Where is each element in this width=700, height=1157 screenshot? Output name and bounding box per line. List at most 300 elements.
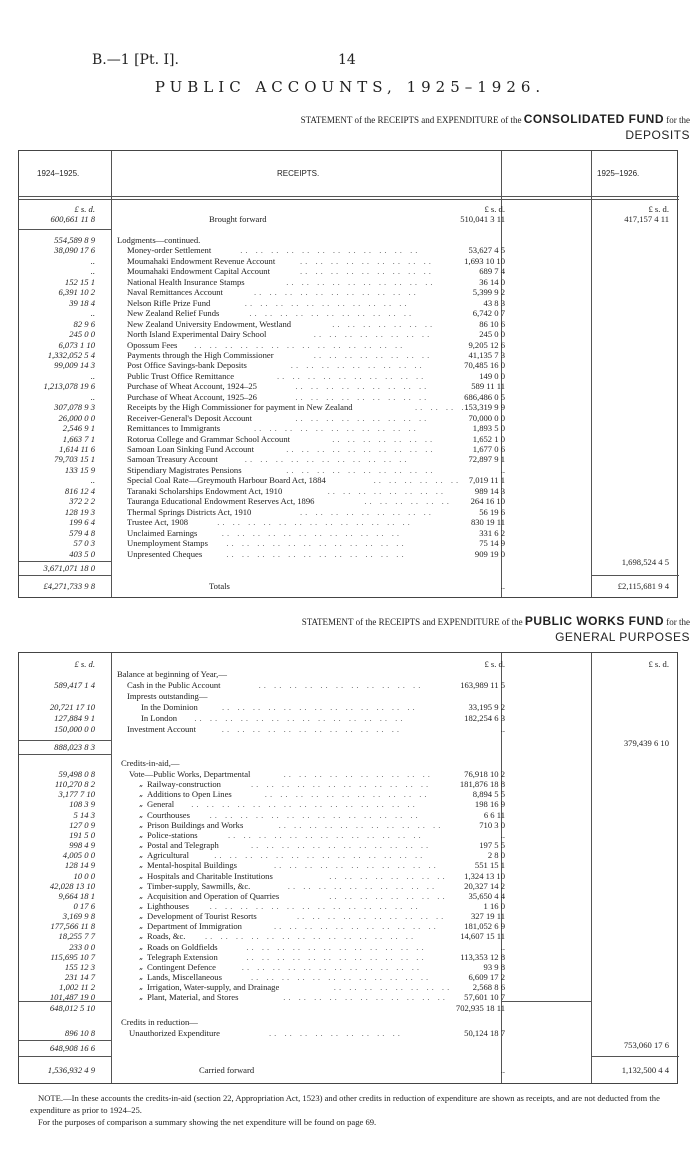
leader-dots: .. .. .. .. .. .. .. .. .. .. .. bbox=[278, 819, 444, 830]
prev-amount: 2,546 9 1 bbox=[62, 423, 95, 434]
current-amount: 72,897 9 1 bbox=[468, 454, 505, 465]
leader-dots: .. .. .. .. .. .. .. .. .. .. bbox=[287, 880, 438, 891]
table-row bbox=[19, 475, 679, 486]
prev-subtotal: 888,023 8 3 bbox=[54, 742, 95, 752]
leader-dots: .. .. .. .. .. .. .. .. .. .. bbox=[286, 276, 436, 287]
prev-amount: 127,884 9 1 bbox=[54, 713, 95, 723]
page-title: PUBLIC ACCOUNTS, 1925–1926. bbox=[154, 78, 546, 96]
prev-amount: .. bbox=[90, 308, 95, 319]
table-row bbox=[19, 982, 679, 993]
table-row bbox=[19, 256, 679, 267]
leader-dots: .. .. .. .. .. .. .. .. .. bbox=[269, 1028, 403, 1038]
leader-dots: .. .. .. .. .. .. .. bbox=[332, 433, 436, 444]
leader-dots: .. .. .. .. .. .. .. .. .. .. .. .. .. .. bbox=[194, 339, 406, 350]
subtitle-for: for the bbox=[666, 617, 690, 627]
current-amount: 264 16 10 bbox=[470, 496, 505, 507]
leader-dots: .. .. .. .. .. .. .. .. .. bbox=[295, 391, 430, 402]
prev-amount: 110,270 8 2 bbox=[54, 779, 95, 790]
current-amount: 689 7 4 bbox=[479, 266, 505, 277]
current-amount: .. bbox=[500, 464, 505, 475]
leader-dots: .. .. .. .. .. .. .. .. .. .. .. bbox=[274, 860, 439, 871]
row-description: Purchase of Wheat Account, 1925–26 bbox=[127, 391, 257, 402]
table-row bbox=[19, 942, 679, 953]
consolidated-subtitle bbox=[140, 112, 690, 142]
current-amount: 50,124 18 7 bbox=[464, 1028, 505, 1038]
current-amount: 57,601 10 7 bbox=[464, 992, 505, 1003]
currency-row bbox=[19, 204, 679, 215]
table-row bbox=[19, 850, 679, 861]
current-amount: 551 15 1 bbox=[474, 860, 505, 871]
leader-dots: .. .. .. .. .. .. .. .. .. bbox=[300, 266, 434, 277]
col-header-curr-year: 1925–1926. bbox=[597, 169, 640, 178]
row-description: Prison Buildings and Works bbox=[147, 819, 244, 830]
row-description: Unemployment Stamps bbox=[127, 538, 208, 549]
prev-amount: 307,078 9 3 bbox=[54, 402, 95, 413]
prev-amount: 79,703 15 1 bbox=[54, 454, 95, 465]
currency-label: £ s. d. bbox=[648, 204, 669, 214]
prev-amount: 998 4 9 bbox=[69, 840, 95, 851]
row-description: Lighthouses bbox=[147, 900, 190, 911]
prev-subtotal: 648,012 5 10 bbox=[49, 1003, 95, 1013]
prev-amount: 57 0 3 bbox=[73, 538, 95, 549]
ditto-mark: „ bbox=[139, 961, 144, 971]
current-amount: 1,693 10 10 bbox=[464, 255, 505, 266]
row-description: Investment Account bbox=[127, 724, 196, 734]
row-description: Stipendiary Magistrates Pensions bbox=[127, 464, 242, 475]
current-amount: 830 19 11 bbox=[470, 517, 505, 528]
table-row bbox=[19, 702, 679, 713]
prev-amount: 152 15 1 bbox=[64, 276, 95, 287]
row-description: Courthouses bbox=[147, 809, 190, 820]
table-row bbox=[19, 669, 679, 680]
table-row bbox=[19, 496, 679, 507]
prev-amount: 6,073 1 10 bbox=[58, 339, 95, 350]
prev-amount: .. bbox=[90, 266, 95, 277]
prev-amount: 1,663 7 1 bbox=[62, 433, 95, 444]
ditto-mark: „ bbox=[139, 941, 144, 951]
prev-subtotal: 648,908 16 6 bbox=[49, 1043, 95, 1053]
row-description: Receipts by the High Commissioner for payment in New Zealand bbox=[127, 402, 353, 413]
row-description: Agricultural bbox=[147, 850, 189, 861]
table-row bbox=[19, 340, 679, 351]
ditto-mark: „ bbox=[139, 900, 144, 910]
ditto-mark: „ bbox=[139, 931, 144, 941]
current-amount: 8,894 5 5 bbox=[472, 789, 505, 800]
current-amount: 2 8 0 bbox=[487, 850, 505, 861]
current-amount: 198 16 9 bbox=[474, 799, 505, 810]
row-description: Roads, &c. bbox=[147, 931, 186, 942]
ditto-mark: „ bbox=[139, 799, 144, 809]
row-description: Development of Tourist Resorts bbox=[147, 911, 257, 922]
row-description: Telegraph Extension bbox=[147, 951, 218, 962]
col-header-receipts: RECEIPTS. bbox=[277, 169, 320, 178]
current-amount: 163,989 11 5 bbox=[460, 680, 505, 690]
prev-amount: 177,566 11 8 bbox=[50, 921, 95, 932]
public-works-subtitle bbox=[140, 614, 690, 644]
prev-amount: 0 17 6 bbox=[73, 900, 95, 911]
total-amount: 379,439 6 10 bbox=[623, 738, 669, 748]
subtitle-text: STATEMENT of the RECEIPTS and EXPENDITURE of the bbox=[301, 617, 523, 627]
ditto-mark: „ bbox=[139, 850, 144, 860]
table-row bbox=[19, 680, 679, 691]
leader-dots: .. .. .. .. .. .. .. .. .. .. .. .. .. .. bbox=[194, 713, 406, 723]
leader-dots: .. .. .. .. .. .. .. .. .. .. .. bbox=[254, 423, 419, 434]
prev-amount: 1,213,078 19 6 bbox=[43, 381, 95, 392]
table-row bbox=[19, 691, 679, 702]
section-heading: Credits in reduction— bbox=[121, 1017, 198, 1027]
leader-dots: .. .. .. .. .. .. bbox=[364, 496, 452, 507]
credits-heading-row bbox=[19, 758, 679, 769]
ditto-mark: „ bbox=[139, 789, 144, 799]
prev-amount: 231 14 7 bbox=[64, 972, 95, 982]
currency-label: £ s. d. bbox=[74, 204, 95, 214]
row-description: Samoan Treasury Account bbox=[127, 454, 218, 465]
prev-amount: 554,589 8 9 bbox=[54, 235, 95, 245]
brought-forward-row bbox=[19, 214, 679, 225]
row-label: Carried forward bbox=[199, 1065, 255, 1075]
table-row bbox=[19, 287, 679, 298]
prev-amount: 101,487 19 0 bbox=[49, 992, 95, 1003]
row-description: New Zealand Relief Funds bbox=[127, 308, 220, 319]
current-amount: .. bbox=[500, 724, 505, 734]
current-amount: 41,135 7 3 bbox=[468, 349, 505, 360]
current-amount: .. bbox=[500, 941, 505, 952]
current-amount: 181,052 6 9 bbox=[464, 921, 505, 932]
prev-amount: .. bbox=[90, 255, 95, 266]
note-text: NOTE.—In these accounts the credits-in-aid (section 22, Appropriation Act, 1523) and other credits in reduction of expenditure are shown as receipts, and are not deducted from the expenditure as prior to 1924–25. bbox=[30, 1093, 660, 1115]
table-row bbox=[19, 952, 679, 963]
current-amount: 35,650 4 4 bbox=[468, 890, 505, 901]
row-description: Public Trust Office Remittance bbox=[127, 370, 235, 381]
leader-dots: .. .. .. .. .. .. .. .. .. .. .. bbox=[244, 454, 410, 465]
current-amount: 9,205 12 6 bbox=[468, 339, 505, 350]
table-row bbox=[19, 931, 679, 942]
leader-dots: .. .. .. .. .. .. .. .. .. .. bbox=[283, 769, 433, 779]
leader-dots: .. .. .. .. .. .. .. .. .. .. .. .. .. bbox=[228, 829, 424, 840]
row-description: Railway-construction bbox=[147, 779, 221, 790]
ditto-mark: „ bbox=[139, 921, 144, 931]
leader-dots: .. .. .. .. .. .. .. .. .. .. .. bbox=[283, 992, 448, 1003]
table-row bbox=[19, 371, 679, 382]
table-row bbox=[19, 350, 679, 361]
current-amount: 33,195 9 2 bbox=[468, 702, 505, 712]
leader-dots: .. .. .. .. .. .. .. .. .. .. .. .. .. bbox=[222, 702, 418, 712]
total-amount: 1,132,500 4 4 bbox=[621, 1065, 669, 1075]
grand-total: £2,115,681 9 4 bbox=[617, 581, 669, 591]
row-description: Moumahaki Endowment Revenue Account bbox=[127, 255, 276, 266]
prev-amount: 10 0 0 bbox=[73, 870, 95, 881]
current-amount: 589 11 11 bbox=[471, 381, 505, 392]
current-total: .. bbox=[500, 581, 505, 591]
row-description: Plant, Material, and Stores bbox=[147, 992, 239, 1003]
ditto-mark: „ bbox=[139, 840, 144, 850]
table-row bbox=[19, 308, 679, 319]
note-text: For the purposes of comparison a summary showing the net expenditure will be found on page 69. bbox=[38, 1117, 377, 1127]
prev-amount: 99,009 14 3 bbox=[54, 360, 95, 371]
row-description: Hospitals and Charitable Institutions bbox=[147, 870, 273, 881]
current-amount: 909 19 0 bbox=[474, 548, 505, 559]
totals-label: Totals bbox=[209, 581, 230, 591]
current-amount: 14,607 15 11 bbox=[460, 931, 505, 942]
row-description: Cash in the Public Account bbox=[127, 680, 221, 690]
leader-dots: .. .. .. .. .. .. .. .. .. bbox=[295, 381, 430, 392]
ditto-mark: „ bbox=[139, 779, 144, 789]
leader-dots: .. .. .. .. .. .. .. .. .. .. .. .. .. bbox=[217, 517, 413, 528]
current-amount: 93 9 8 bbox=[483, 961, 505, 972]
currency-label: £ s. d. bbox=[484, 659, 505, 669]
table-row bbox=[19, 769, 679, 780]
current-amount: 245 0 0 bbox=[479, 329, 505, 340]
ditto-mark: „ bbox=[139, 972, 144, 981]
leader-dots: .. .. .. .. .. .. .. .. bbox=[313, 329, 433, 340]
row-description: Purchase of Wheat Account, 1924–25 bbox=[127, 381, 257, 392]
current-amount: 1,677 0 6 bbox=[472, 444, 505, 454]
prev-amount: 372 2 2 bbox=[69, 496, 95, 507]
current-amount: 331 6 2 bbox=[479, 527, 505, 538]
row-description: Contingent Defence bbox=[147, 961, 216, 972]
prev-amount: 3,169 9 8 bbox=[62, 911, 95, 922]
current-amount: 1 16 0 bbox=[483, 900, 505, 911]
row-description: Nelson Rifle Prize Fund bbox=[127, 297, 211, 308]
prev-amount: 128 14 9 bbox=[64, 860, 95, 871]
subtitle-for: for the bbox=[666, 115, 690, 125]
table-row bbox=[19, 517, 679, 528]
prev-amount: 133 15 9 bbox=[64, 464, 95, 475]
prev-amount: 1,002 11 2 bbox=[59, 982, 95, 993]
row-description: Balance at beginning of Year,— bbox=[117, 669, 227, 679]
leader-dots: .. .. .. .. .. .. .. .. .. .. .. .. .. .. .. bbox=[191, 799, 418, 810]
current-amount: 6,742 0 7 bbox=[472, 308, 505, 319]
table-row bbox=[19, 881, 679, 892]
current-amount: 149 0 0 bbox=[479, 370, 505, 381]
current-amount: 6 6 11 bbox=[483, 809, 505, 820]
leader-dots: .. .. .. .. .. .. .. .. .. .. .. bbox=[274, 921, 439, 932]
table-row bbox=[19, 901, 679, 912]
row-description: National Health Insurance Stamps bbox=[127, 276, 245, 287]
prev-amount: 589,417 1 4 bbox=[54, 680, 95, 690]
row-description: Naval Remittances Account bbox=[127, 287, 223, 298]
carried-forward-row bbox=[19, 1065, 679, 1076]
table-row bbox=[19, 298, 679, 309]
public-works-table bbox=[18, 652, 678, 1084]
current-amount: 43 8 3 bbox=[483, 297, 505, 308]
current-amount: 36 14 0 bbox=[479, 276, 505, 287]
prev-amount: 233 0 0 bbox=[69, 941, 95, 952]
row-description: Special Coal Rate—Greymouth Harbour Board Act, 1884 bbox=[127, 475, 326, 486]
ditto-mark: „ bbox=[139, 911, 144, 921]
ditto-mark: „ bbox=[139, 870, 144, 880]
subtotal-row bbox=[19, 563, 679, 574]
total-amount: 1,698,524 4 5 bbox=[621, 556, 669, 567]
row-description: Money-order Settlement bbox=[127, 245, 212, 256]
leader-dots: .. .. .. .. .. .. .. .. .. .. .. bbox=[258, 680, 424, 690]
currency-label: £ s. d. bbox=[648, 659, 669, 669]
leader-dots: .. .. .. .. .. .. bbox=[373, 475, 462, 486]
table-row bbox=[19, 921, 679, 932]
table-row bbox=[19, 423, 679, 434]
table-row bbox=[19, 235, 679, 246]
leader-dots: .. .. .. .. .. .. .. .. .. .. .. bbox=[244, 297, 410, 308]
table-row bbox=[19, 444, 679, 455]
ditto-mark: „ bbox=[139, 880, 144, 890]
leader-dots: .. .. .. .. .. .. .. .. .. bbox=[290, 360, 425, 371]
row-description: New Zealand University Endowment, Westland bbox=[127, 318, 292, 329]
row-description: Unclaimed Earnings bbox=[127, 527, 198, 538]
current-amount: 153,319 9 9 bbox=[464, 402, 505, 413]
leader-dots: .. .. .. .. .. .. .. .. bbox=[329, 870, 448, 881]
current-amount: 20,327 14 2 bbox=[464, 880, 505, 891]
leader-dots: .. .. .. .. .. .. .. .. .. .. .. .. bbox=[246, 951, 427, 962]
leader-dots: .. .. .. .. .. .. .. .. bbox=[327, 485, 447, 496]
table-row bbox=[19, 779, 679, 790]
subtitle-text: STATEMENT of the RECEIPTS and EXPENDITURE of the bbox=[300, 115, 522, 125]
report-reference: B.—1 [Pt. I]. bbox=[92, 52, 179, 68]
row-description: Mental-hospital Buildings bbox=[147, 860, 237, 871]
prev-amount: 38,090 17 6 bbox=[54, 245, 95, 256]
current-amount: 53,627 4 5 bbox=[468, 245, 505, 256]
col-header-prev-year: 1924–1925. bbox=[37, 169, 80, 178]
table-row bbox=[19, 538, 679, 549]
leader-dots: .. .. .. .. .. .. .. .. .. bbox=[300, 255, 434, 266]
leader-dots: .. .. .. .. .. .. .. .. .. .. .. bbox=[254, 287, 419, 298]
row-description: Police-stations bbox=[147, 829, 198, 840]
current-amount: 70,485 16 0 bbox=[464, 360, 505, 371]
current-amount: 989 14 3 bbox=[474, 485, 505, 496]
current-amount: 1,893 5 0 bbox=[472, 423, 505, 434]
row-description: Opossum Fees bbox=[127, 339, 178, 350]
row-description: Remittances to Immigrants bbox=[127, 423, 221, 434]
current-amount: 510,041 3 11 bbox=[460, 214, 505, 224]
row-description: Trustee Act, 1908 bbox=[127, 517, 189, 528]
credits-subtotal-row bbox=[19, 1003, 679, 1014]
prev-subtotal: 3,671,071 18 0 bbox=[43, 563, 95, 573]
page-number: 14 bbox=[338, 52, 356, 68]
prev-amount: 1,332,052 5 4 bbox=[47, 349, 95, 360]
prev-amount: 600,661 11 8 bbox=[50, 214, 95, 224]
row-description: Taranaki Scholarships Endowment Act, 1910 bbox=[127, 485, 283, 496]
leader-dots: .. .. .. .. .. .. .. .. .. .. .. .. .. .. bbox=[214, 850, 426, 861]
leader-dots: .. .. .. .. .. .. .. .. .. .. bbox=[286, 444, 436, 454]
reduction-subtotal-row bbox=[19, 1043, 679, 1054]
row-description: Receiver-General's Deposit Account bbox=[127, 412, 252, 423]
prev-amount: 39 18 4 bbox=[69, 297, 95, 308]
current-amount: 86 10 6 bbox=[479, 318, 505, 329]
table-row bbox=[19, 871, 679, 882]
table-row bbox=[19, 962, 679, 973]
total-amount: 753,060 17 6 bbox=[623, 1040, 669, 1050]
leader-dots: .. .. .. .. .. .. .. .. .. .. .. bbox=[249, 308, 415, 319]
current-amount: 2,568 8 6 bbox=[472, 982, 505, 993]
leader-dots: .. .. .. .. .. .. .. .. bbox=[313, 349, 433, 360]
currency-label: £ s. d. bbox=[484, 204, 505, 214]
section-heading: Credits-in-aid,— bbox=[121, 758, 180, 768]
table-row bbox=[19, 972, 679, 983]
ditto-mark: „ bbox=[139, 890, 144, 900]
prev-amount: 82 9 6 bbox=[73, 318, 95, 329]
account-name: DEPOSITS bbox=[625, 128, 690, 142]
table-row bbox=[19, 799, 679, 810]
current-amount: 710 3 0 bbox=[479, 819, 505, 830]
prev-amount: .. bbox=[90, 391, 95, 402]
leader-dots: .. .. .. .. .. .. .. .. .. bbox=[300, 506, 434, 517]
current-amount: 113,353 12 8 bbox=[460, 951, 505, 962]
row-description: Lands, Miscellaneous bbox=[147, 972, 222, 982]
table-row bbox=[19, 319, 679, 330]
table-row bbox=[19, 360, 679, 371]
row-description: Rotorua College and Grammar School Account bbox=[127, 433, 291, 444]
prev-amount: 18,255 7 7 bbox=[58, 931, 95, 942]
current-amount: 686,486 0 5 bbox=[464, 391, 505, 402]
prev-amount: 896 10 8 bbox=[64, 1028, 95, 1038]
current-amount: 1,652 1 0 bbox=[472, 433, 505, 444]
ditto-mark: „ bbox=[139, 860, 144, 870]
table-row bbox=[19, 830, 679, 841]
leader-dots: .. .. .. .. .. .. .. .. .. bbox=[295, 412, 430, 423]
prev-amount: 108 3 9 bbox=[69, 799, 95, 810]
ditto-mark: „ bbox=[139, 982, 144, 992]
row-description: Acquisition and Operation of Quarries bbox=[147, 890, 280, 901]
current-amount: 56 19 6 bbox=[479, 506, 505, 517]
leader-dots: .. .. .. .. .. .. .. .. bbox=[333, 982, 453, 993]
current-amount: 1,324 13 10 bbox=[464, 870, 505, 881]
balance-subtotal-row bbox=[19, 742, 679, 753]
table-row bbox=[19, 465, 679, 476]
row-description: Payments through the High Commissioner bbox=[127, 349, 274, 360]
row-description: North Island Experimental Dairy School bbox=[127, 329, 267, 340]
row-description: Thermal Springs Districts Act, 1910 bbox=[127, 506, 252, 517]
table-row bbox=[19, 413, 679, 424]
prev-amount: 26,000 0 0 bbox=[58, 412, 95, 423]
table-row bbox=[19, 789, 679, 800]
prev-amount: 115,695 10 7 bbox=[50, 951, 95, 962]
current-amount: 76,918 10 2 bbox=[464, 769, 505, 779]
table-row bbox=[19, 392, 679, 403]
row-description: Additions to Open Lines bbox=[147, 789, 232, 800]
totals-row bbox=[19, 581, 679, 592]
current-subtotal: 702,935 18 11 bbox=[455, 1003, 505, 1013]
leader-dots: .. .. .. .. .. .. .. .. .. .. .. .. bbox=[221, 724, 402, 734]
table-row bbox=[19, 277, 679, 288]
current-amount: .. bbox=[500, 1065, 505, 1075]
ditto-mark: „ bbox=[139, 951, 144, 961]
leader-dots: .. .. .. .. .. .. .. .. .. .. bbox=[277, 370, 427, 381]
currency-row bbox=[19, 659, 679, 670]
prev-amount: 5 14 3 bbox=[73, 809, 95, 820]
leader-dots: .. .. .. .. .. .. .. .. .. .. .. .. bbox=[246, 941, 427, 952]
table-row bbox=[19, 266, 679, 277]
table-row bbox=[19, 713, 679, 724]
account-name: GENERAL PURPOSES bbox=[555, 630, 690, 644]
currency-label: £ s. d. bbox=[74, 659, 95, 669]
table-row bbox=[19, 434, 679, 445]
prev-amount: 245 0 0 bbox=[69, 329, 95, 340]
leader-dots: .. .. .. .. .. .. .. .. .. .. .. .. bbox=[251, 840, 432, 851]
prev-amount: 816 12 4 bbox=[64, 485, 95, 496]
prev-amount: 199 6 4 bbox=[69, 517, 95, 528]
prev-amount: 20,721 17 10 bbox=[49, 702, 95, 712]
leader-dots: .. .. .. .. .. .. .. .. .. .. .. .. bbox=[241, 961, 422, 972]
table-row bbox=[19, 245, 679, 256]
prev-amount: 150,000 0 0 bbox=[54, 724, 95, 734]
row-description: Roads on Goldfields bbox=[147, 941, 218, 952]
prev-amount: 155 12 3 bbox=[64, 961, 95, 972]
leader-dots: .. .. .. .. .. .. .. .. .. .. .. .. bbox=[251, 779, 432, 790]
row-description: Irrigation, Water-supply, and Drainage bbox=[147, 982, 280, 993]
reduction-heading-row bbox=[19, 1017, 679, 1028]
current-amount: 70,000 0 0 bbox=[468, 412, 505, 423]
ditto-mark: „ bbox=[139, 819, 144, 829]
ditto-mark: „ bbox=[139, 809, 144, 819]
